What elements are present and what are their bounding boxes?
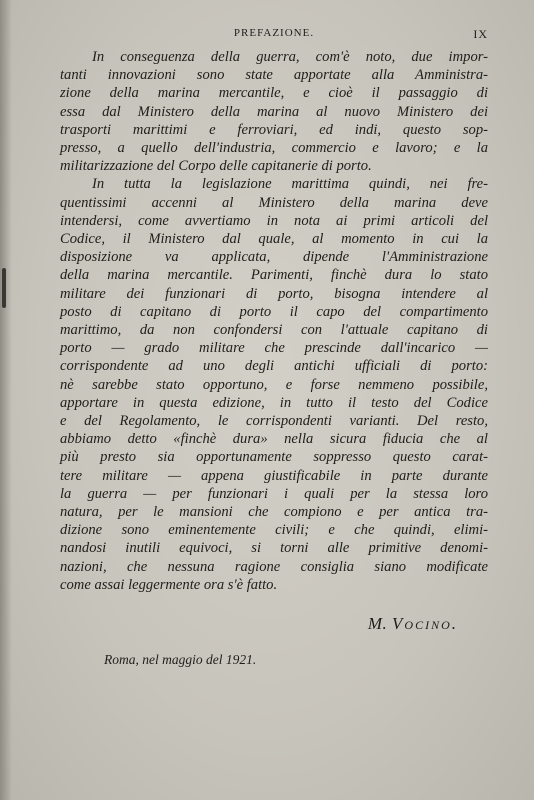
- text-line: tanti innovazioni sono state apportate alla Amministra-: [60, 67, 488, 84]
- text-line: apportare in questa edizione, in tutto il testo del Codice: [60, 394, 488, 411]
- text-line: disposizione va applicata, dipende l'Amministrazione: [60, 249, 488, 266]
- text-line: e del Regolamento, le corrispondenti varianti. Del resto,: [60, 413, 488, 430]
- text-line: presso, a quello dell'industria, commercio e lavoro; e la: [60, 140, 488, 157]
- text-line: quentissimi accenni al Ministero della marina deve: [60, 194, 488, 211]
- binding-mark: [2, 268, 6, 308]
- text-line: essa dal Ministero della marina al nuovo Ministero dei: [60, 103, 488, 120]
- text-line: intendersi, come avvertiamo in nota ai primi articoli del: [60, 212, 488, 229]
- gutter-shadow: [0, 0, 12, 800]
- text-line: militare dei funzionari di porto, bisogna intendere al: [60, 285, 488, 302]
- text-line: In tutta la legislazione marittima quindi, nei fre-: [92, 176, 488, 193]
- text-line: corrispondente ad uno degli antichi ufficiali di porto:: [60, 358, 488, 375]
- text-line: posto di capitano di porto il capo del compartimento: [60, 303, 488, 320]
- text-line: nazioni, che nessuna ragione consiglia siano modificate: [60, 558, 488, 575]
- text-line: la guerra — per funzionari i quali per la stessa loro: [60, 485, 488, 502]
- text-line: come assai leggermente ora s'è fatto.: [60, 576, 278, 593]
- signature-surname: Vocino.: [392, 614, 458, 633]
- paragraph-2: [60, 175, 488, 594]
- text-line: dizione sono eminentemente civili; e che quindi, elimi-: [60, 522, 488, 539]
- paragraph-1: [60, 48, 488, 175]
- dateline: Roma, nel maggio del 1921.: [104, 652, 257, 667]
- text-line: Codice, il Ministero dal quale, al momento in cui la: [60, 231, 488, 248]
- text-line: tere militare — appena giustificabile in parte durante: [60, 467, 488, 484]
- running-title: PREFAZIONE.: [233, 27, 315, 39]
- text-line: più presto sia opportunamente soppresso questo carat-: [60, 449, 488, 466]
- text-line: della marina mercantile. Parimenti, finchè dura lo stato: [60, 267, 488, 284]
- text-line: zione della marina mercantile, e cioè il passaggio di: [60, 85, 488, 102]
- text-line: In conseguenza della guerra, com'è noto, due impor-: [92, 49, 488, 65]
- text-line: natura, per le mansioni che compiono e per antica tra-: [60, 504, 488, 521]
- text-line: nandosi inutili equivoci, si torni alle primitive denomi-: [60, 540, 488, 557]
- page-number: IX: [473, 27, 488, 41]
- text-line: militarizzazione del Corpo delle capitanerie di porto.: [60, 158, 372, 175]
- signature-initial: M.: [367, 614, 388, 633]
- preface-body: [60, 48, 488, 594]
- text-line: abbiamo detto «finchè dura» nella sicura fiducia che al: [60, 431, 488, 448]
- text-line: marittimo, da non confondersi con l'attuale capitano di: [60, 322, 488, 339]
- text-line: trasporti marittimi e ferroviari, ed indi, questo sop-: [60, 121, 488, 138]
- author-signature: [368, 614, 458, 634]
- text-line: nè sarebbe stato opportuno, e forse nemmeno possibile,: [60, 376, 488, 393]
- text-line: porto — grado militare che prescinde dall'incarico —: [60, 340, 488, 357]
- running-head: [60, 27, 488, 43]
